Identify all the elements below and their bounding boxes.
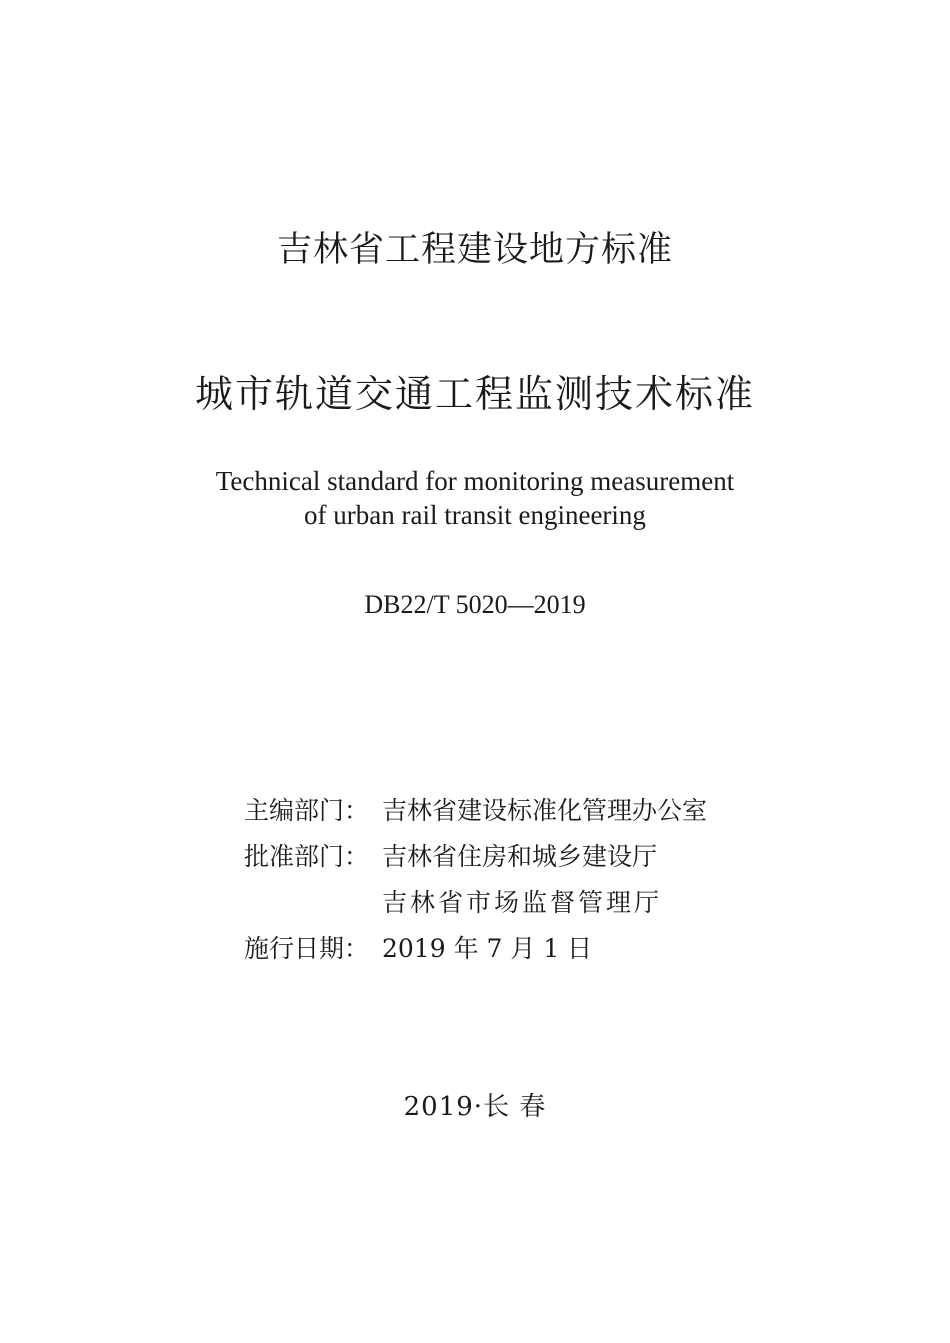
editor-label: 主编部门： [244, 796, 370, 825]
document-title-en [0, 464, 950, 532]
effective-date-label: 施行日期： [244, 934, 370, 963]
approver-row-2 [244, 880, 707, 926]
publication-year-place: 2019·长 春 [403, 1092, 547, 1122]
standard-series-heading: 吉林省工程建设地方标准 [276, 230, 673, 270]
approver-value-2: 吉林省市场监督管理厅 [382, 888, 663, 917]
approver-label: 批准部门： [244, 842, 370, 871]
approver-row [244, 834, 707, 880]
approver-value-1: 吉林省住房和城乡建设厅 [382, 842, 658, 871]
document-title-en-line-1: Technical standard for monitoring measurement [215, 466, 735, 496]
editor-value: 吉林省建设标准化管理办公室 [382, 796, 708, 825]
effective-date-value: 2019 年 7 月 1 日 [382, 934, 593, 963]
document-title-en-line-2: of urban rail transit engineering [304, 500, 646, 530]
standard-code: DB22/T 5020—2019 [364, 590, 586, 619]
publication-info [244, 788, 707, 972]
effective-date-row [244, 926, 707, 972]
document-title-cn: 城市轨道交通工程监测技术标准 [194, 372, 755, 416]
editor-row [244, 788, 707, 834]
